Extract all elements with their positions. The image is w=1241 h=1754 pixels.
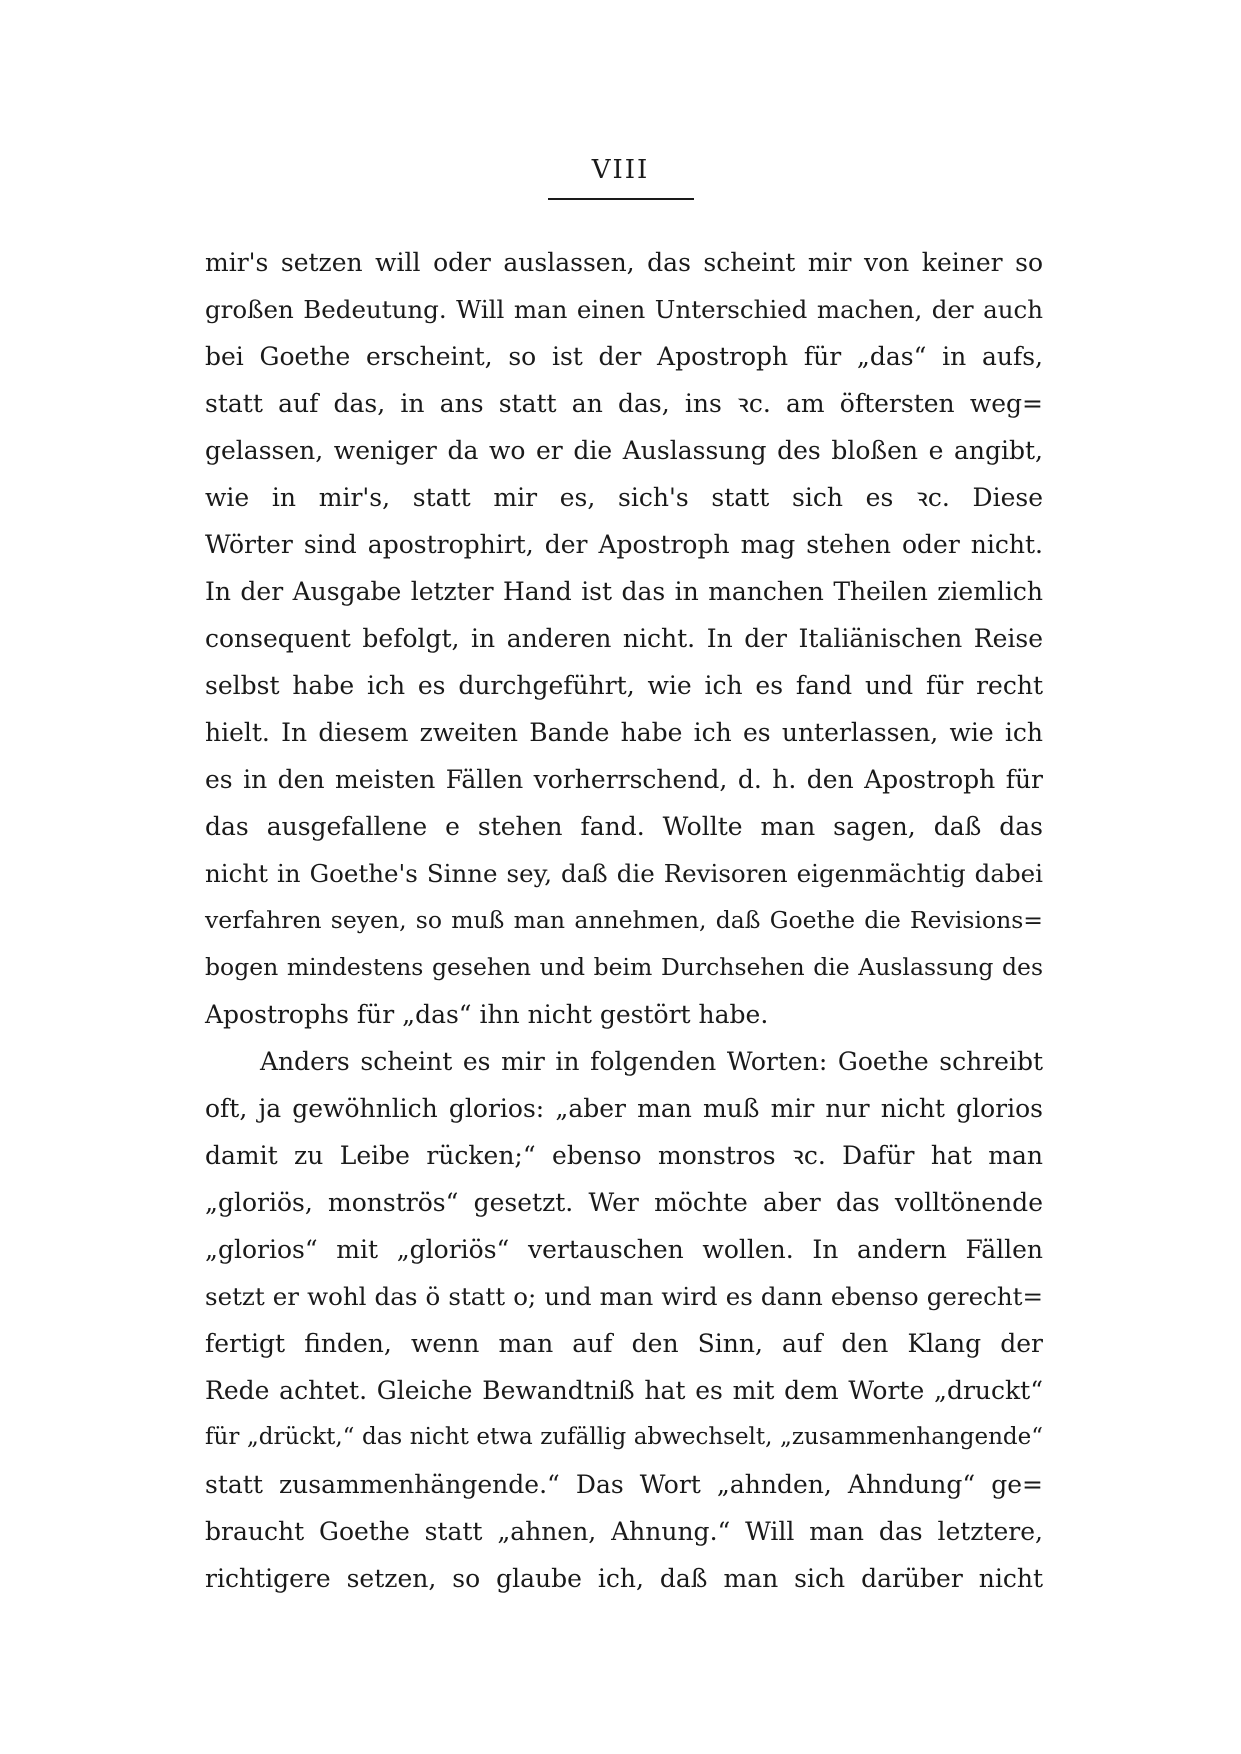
text-line: richtigere setzen, so glaube ich, daß man sich darüber nicht (205, 1564, 1043, 1593)
text-line: hielt. In diesem zweiten Bande habe ich es unterlassen, wie ich (205, 718, 1043, 747)
text-line: verfahren seyen, so muß man annehmen, daß Goethe die Revisions= (205, 906, 1043, 934)
text-line: „gloriös, monströs“ gesetzt. Wer möchte aber das volltönende (205, 1188, 1043, 1217)
text-line: damit zu Leibe rücken;“ ebenso monstros ꝛc. Dafür hat man (205, 1141, 1043, 1170)
text-line: „glorios“ mit „gloriös“ vertauschen wollen. In andern Fällen (205, 1235, 1043, 1264)
text-line: selbst habe ich es durchgeführt, wie ich es fand und für recht (205, 671, 1043, 700)
text-line: fertigt finden, wenn man auf den Sinn, auf den Klang der (205, 1329, 1043, 1358)
text-line: statt auf das, in ans statt an das, ins ꝛc. am öftersten weg= (205, 389, 1043, 418)
text-line: Wörter sind apostrophirt, der Apostroph mag stehen oder nicht. (205, 530, 1043, 559)
text-line: setzt er wohl das ö statt o; und man wird es dann ebenso gerecht= (205, 1282, 1043, 1311)
header-rule (548, 198, 694, 200)
text-line: großen Bedeutung. Will man einen Unterschied machen, der auch (205, 295, 1043, 324)
page-number: VIII (591, 155, 650, 185)
text-line: das ausgefallene e stehen fand. Wollte man sagen, daß das (205, 812, 1043, 841)
text-line: oft, ja gewöhnlich glorios: „aber man muß mir nur nicht glorios (205, 1094, 1043, 1123)
text-line: Rede achtet. Gleiche Bewandtniß hat es mit dem Worte „druckt“ (205, 1376, 1043, 1405)
text-line: es in den meisten Fällen vorherrschend, d. h. den Apostroph für (205, 765, 1043, 794)
body-text (205, 239, 1043, 1602)
text-line: bogen mindestens gesehen und beim Durchsehen die Auslassung des (205, 953, 1043, 981)
text-line: consequent befolgt, in anderen nicht. In der Italiänischen Reise (205, 624, 1043, 653)
text-line: bei Goethe erscheint, so ist der Apostroph für „das“ in aufs, (205, 342, 1043, 371)
text-line: Apostrophs für „das“ ihn nicht gestört habe. (205, 1000, 769, 1029)
text-line: für „drückt,“ das nicht etwa zufällig abwechselt, „zusammenhangende“ (205, 1424, 1043, 1450)
text-line: mir's setzen will oder auslassen, das scheint mir von keiner so (205, 248, 1043, 277)
text-line: braucht Goethe statt „ahnen, Ahnung.“ Will man das letztere, (205, 1517, 1043, 1546)
text-line: nicht in Goethe's Sinne sey, daß die Revisoren eigenmächtig dabei (205, 859, 1043, 888)
text-line: statt zusammenhängende.“ Das Wort „ahnden, Ahndung“ ge= (205, 1470, 1043, 1499)
text-line: wie in mir's, statt mir es, sich's statt sich es ꝛc. Diese (205, 483, 1043, 512)
text-line: Anders scheint es mir in folgenden Worten: Goethe schreibt (260, 1047, 1043, 1076)
text-line: gelassen, weniger da wo er die Auslassung des bloßen e angibt, (205, 436, 1043, 465)
text-line: In der Ausgabe letzter Hand ist das in manchen Theilen ziemlich (205, 577, 1043, 606)
